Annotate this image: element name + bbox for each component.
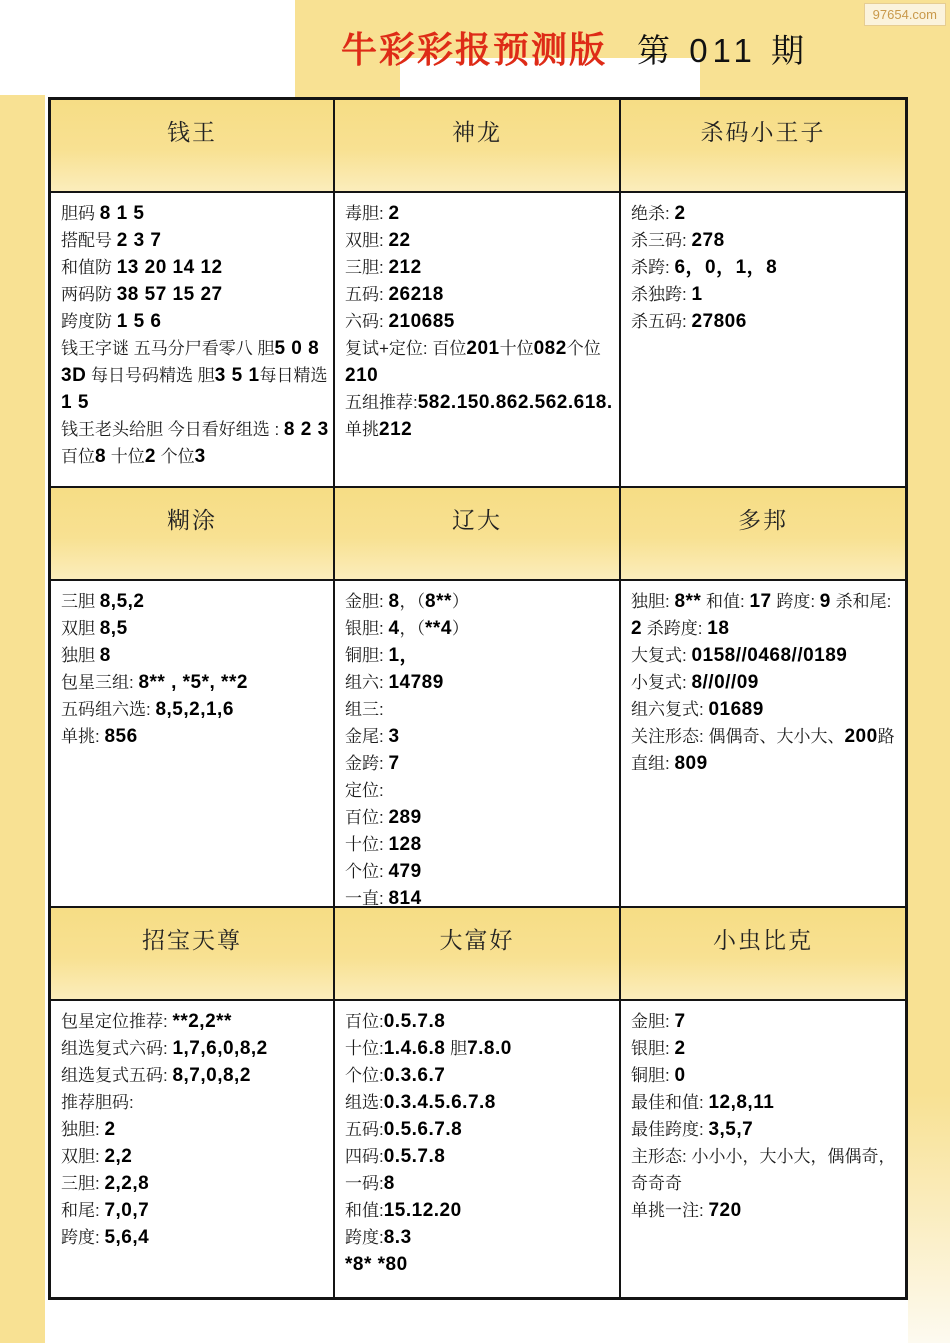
prediction-label: 跨度: <box>61 1228 105 1247</box>
prediction-label: 百位: <box>345 1012 384 1031</box>
prediction-label: 独胆: <box>631 592 675 611</box>
prediction-line <box>61 615 329 642</box>
prediction-label: 小复式: <box>631 673 692 692</box>
prediction-label: 钱王字谜 五马分尸看零八 胆 <box>61 339 275 358</box>
prediction-label: 一直: <box>345 889 389 906</box>
prediction-line <box>61 335 329 362</box>
section-header-liaoda <box>335 488 619 579</box>
prediction-label: 三胆: <box>61 1174 105 1193</box>
prediction-line <box>631 723 901 750</box>
prediction-value: 8,5,2 <box>99 591 145 612</box>
section-body-shama-xiaowangzi <box>621 193 905 486</box>
prediction-value: 3 <box>194 446 206 467</box>
prediction-value: 17 <box>749 591 772 612</box>
prediction-label: 组六复式: <box>631 700 709 719</box>
prediction-value: 8 <box>383 1173 395 1194</box>
prediction-label: 组三: <box>345 700 384 719</box>
section-body-shenlong <box>335 193 619 486</box>
prediction-label: 杀五码: <box>631 312 692 331</box>
prediction-line <box>61 642 329 669</box>
prediction-value: 0.5.7.8 <box>383 1011 446 1032</box>
prediction-line <box>345 804 615 831</box>
prediction-label: 个位: <box>345 1066 384 1085</box>
prediction-label: 胆码 <box>61 204 100 223</box>
prediction-label: 和值防 <box>61 258 117 277</box>
prediction-line <box>61 669 329 696</box>
prediction-line <box>631 669 901 696</box>
section-title: 钱王 <box>167 119 217 145</box>
prediction-label: 铜胆: <box>631 1066 675 1085</box>
prediction-value: 2 <box>674 1038 686 1059</box>
prediction-line <box>345 750 615 777</box>
prediction-line <box>631 1062 901 1089</box>
prediction-label: 胆 <box>445 1039 468 1058</box>
prediction-value: 8** , *5*, **2 <box>138 672 248 693</box>
prediction-value: 3 <box>388 726 400 747</box>
prediction-value: *8* *80 <box>345 1254 408 1275</box>
prediction-line <box>345 308 615 335</box>
prediction-value: 0.3.6.7 <box>383 1065 446 1086</box>
prediction-value: 2 <box>144 446 156 467</box>
section-title: 多邦 <box>738 507 788 533</box>
prediction-value: 479 <box>388 861 422 882</box>
prediction-value: 4 <box>388 618 400 639</box>
section-header-shama-xiaowangzi <box>621 100 905 191</box>
section-header-zhaobao-tianzun <box>51 908 333 999</box>
prediction-label: 个位 <box>566 339 601 358</box>
prediction-line <box>631 1197 901 1224</box>
section-title: 大富好 <box>439 927 515 953</box>
prediction-line <box>345 281 615 308</box>
prediction-line <box>61 254 329 281</box>
prediction-label: 个位 <box>155 447 195 466</box>
section-header-duobang <box>621 488 905 579</box>
prediction-value: 289 <box>388 807 422 828</box>
prediction-line <box>61 1116 329 1143</box>
issue-number: 第 011 期 <box>637 32 809 69</box>
prediction-value: 278 <box>691 230 725 251</box>
prediction-label: 包星三组: <box>61 673 139 692</box>
section-header-shenlong <box>335 100 619 191</box>
prediction-line <box>345 1008 615 1035</box>
prediction-line <box>61 1143 329 1170</box>
prediction-value: 2,2 <box>104 1146 133 1167</box>
prediction-label: 杀和尾: <box>830 592 892 611</box>
prediction-value: 0158//0468//0189 <box>691 645 848 666</box>
prediction-label: 跨度: <box>771 592 820 611</box>
prediction-line <box>61 362 329 416</box>
prediction-line <box>61 1089 329 1116</box>
prediction-value: 2 3 7 <box>116 230 162 251</box>
prediction-line <box>61 227 329 254</box>
prediction-value: 8 <box>388 591 400 612</box>
prediction-line <box>345 615 615 642</box>
prediction-value: 13 20 14 12 <box>116 257 223 278</box>
prediction-line <box>61 1035 329 1062</box>
prediction-value: 5,6,4 <box>104 1227 150 1248</box>
prediction-line <box>631 200 901 227</box>
prediction-line <box>345 1035 615 1062</box>
prediction-value: 2 <box>674 203 686 224</box>
prediction-line <box>61 1008 329 1035</box>
prediction-value: 0.5.7.8 <box>383 1146 446 1167</box>
prediction-value: 7 <box>674 1011 686 1032</box>
prediction-label: 包星定位推荐: <box>61 1012 173 1031</box>
prediction-label: 十位: <box>345 1039 384 1058</box>
prediction-label: 单挑: <box>61 727 105 746</box>
prediction-line <box>631 750 901 777</box>
section-header-xiaochong-bike <box>621 908 905 999</box>
prediction-label: 银胆: <box>345 619 389 638</box>
prediction-label: ，（ <box>399 619 426 638</box>
prediction-label: 独胆: <box>61 1120 105 1139</box>
prediction-value: 14789 <box>388 672 444 693</box>
section-body-duobang <box>621 581 905 906</box>
prediction-value: 18 <box>707 618 730 639</box>
prediction-line <box>345 1062 615 1089</box>
prediction-value: 8,5,2,1,6 <box>155 699 234 720</box>
prediction-value: 12,8,11 <box>708 1092 775 1113</box>
prediction-value: 8.3 <box>383 1227 412 1248</box>
prediction-line <box>345 200 615 227</box>
prediction-label: 双胆: <box>61 1147 105 1166</box>
prediction-line <box>61 1197 329 1224</box>
prediction-value: 2 <box>631 618 643 639</box>
prediction-value: 0.5.6.7.8 <box>383 1119 463 1140</box>
prediction-label: 五组推荐: <box>345 393 418 412</box>
prediction-value: 2 <box>104 1119 116 1140</box>
prediction-value: 0 <box>674 1065 686 1086</box>
prediction-label: 组选: <box>345 1093 384 1112</box>
prediction-label: 主形态: 小小小，大小大，偶偶奇，奇奇奇 <box>631 1147 896 1193</box>
section-body-liaoda <box>335 581 619 906</box>
prediction-line <box>345 777 615 804</box>
prediction-line <box>631 1143 901 1197</box>
prediction-label: 金胆: <box>631 1012 675 1031</box>
prediction-label: 银胆: <box>631 1039 675 1058</box>
prediction-line <box>61 281 329 308</box>
prediction-label: 独胆 <box>61 646 100 665</box>
prediction-line <box>631 1035 901 1062</box>
prediction-line <box>345 254 615 281</box>
prediction-line <box>61 308 329 335</box>
watermark-badge: 97654.com <box>864 3 946 26</box>
prediction-value: 7,0,7 <box>104 1200 150 1221</box>
prediction-label: 百位 <box>61 447 95 466</box>
prediction-line <box>345 1116 615 1143</box>
prediction-label: 杀独跨: <box>631 285 692 304</box>
prediction-value: 3D <box>61 365 87 386</box>
prediction-value: 212 <box>388 257 422 278</box>
prediction-line <box>631 1116 901 1143</box>
prediction-label: 复试+定位: 百位 <box>345 339 467 358</box>
prediction-label: 三胆 <box>61 592 100 611</box>
page-title: 牛彩彩报预测版 <box>341 29 608 70</box>
prediction-value: 856 <box>104 726 138 747</box>
prediction-label: 跨度: <box>345 1228 384 1247</box>
prediction-value: 1， <box>388 645 420 666</box>
prediction-line <box>345 1143 615 1170</box>
prediction-label: 跨度防 <box>61 312 117 331</box>
prediction-label: 十位 <box>499 339 534 358</box>
prediction-line <box>345 723 615 750</box>
prediction-label: 每日精选 <box>259 366 328 385</box>
prediction-value: 1.4.6.8 <box>383 1038 446 1059</box>
prediction-value: 7 <box>388 753 400 774</box>
section-body-qianwang <box>51 193 333 486</box>
prediction-line <box>61 696 329 723</box>
prediction-value: 1,7,6,0,8,2 <box>172 1038 268 1059</box>
prediction-line <box>61 1062 329 1089</box>
section-body-hutu <box>51 581 333 906</box>
prediction-line <box>631 308 901 335</box>
prediction-label: 金尾: <box>345 727 389 746</box>
prediction-label: 四码: <box>345 1147 384 1166</box>
prediction-value: 15.12.20 <box>383 1200 462 1221</box>
prediction-label: 三胆: <box>345 258 389 277</box>
section-header-hutu <box>51 488 333 579</box>
prediction-line <box>61 1224 329 1251</box>
section-body-zhaobao-tianzun <box>51 1001 333 1297</box>
prediction-value: 8//0//09 <box>691 672 759 693</box>
prediction-line <box>61 723 329 750</box>
section-title: 辽大 <box>452 507 502 533</box>
prediction-line <box>345 831 615 858</box>
prediction-line <box>61 588 329 615</box>
prediction-label: 绝杀: <box>631 204 675 223</box>
prediction-value: 5 0 8 <box>274 338 320 359</box>
prediction-value: 7.8.0 <box>467 1038 512 1059</box>
prediction-label: 百位: <box>345 808 389 827</box>
section-title: 小虫比克 <box>713 927 813 953</box>
masthead <box>295 22 855 73</box>
prediction-value: 9 <box>819 591 831 612</box>
prediction-label: 大复式: <box>631 646 692 665</box>
prediction-value: 809 <box>674 753 708 774</box>
prediction-value: 8** <box>425 591 452 612</box>
prediction-line <box>631 642 901 669</box>
prediction-label: 十位: <box>345 835 389 854</box>
prediction-value: 8** <box>674 591 702 612</box>
prediction-label: 铜胆: <box>345 646 389 665</box>
prediction-line <box>345 588 615 615</box>
prediction-label: 和尾: <box>61 1201 105 1220</box>
prediction-label: 推荐胆码: <box>61 1093 134 1112</box>
prediction-line <box>345 1251 615 1278</box>
section-title: 神龙 <box>452 119 502 145</box>
prediction-line <box>345 1197 615 1224</box>
prediction-label: 直组: <box>631 754 675 773</box>
prediction-label: 每日号码精选 胆 <box>86 366 215 385</box>
prediction-value: 38 57 15 27 <box>116 284 223 305</box>
prediction-line <box>631 696 901 723</box>
prediction-value: 8 <box>99 645 111 666</box>
prediction-line <box>631 588 901 642</box>
section-body-dafuhao <box>335 1001 619 1297</box>
prediction-value: 3,5,7 <box>708 1119 754 1140</box>
prediction-value: 27806 <box>691 311 747 332</box>
prediction-value: 720 <box>708 1200 742 1221</box>
prediction-value: 2 <box>388 203 400 224</box>
section-header-dafuhao <box>335 908 619 999</box>
prediction-line <box>345 669 615 696</box>
prediction-label: 五码: <box>345 1120 384 1139</box>
prediction-label: 十位 <box>106 447 145 466</box>
prediction-line <box>345 227 615 254</box>
prediction-label: 双胆: <box>345 231 389 250</box>
prediction-label: 关注形态: 偶偶奇、大小大、 <box>631 727 845 746</box>
prediction-label: ，（ <box>399 592 426 611</box>
prediction-label: 杀三码: <box>631 231 692 250</box>
prediction-label: 单挑一注: <box>631 1201 709 1220</box>
prediction-label: 单挑 <box>345 420 379 439</box>
prediction-line <box>631 1089 901 1116</box>
prediction-label: 五码: <box>345 285 389 304</box>
prediction-line <box>345 1224 615 1251</box>
prediction-value: 1 5 6 <box>116 311 162 332</box>
prediction-value: 582.150.862.562.618. <box>417 392 613 413</box>
prediction-value: **2,2** <box>172 1011 232 1032</box>
prediction-label: 毒胆: <box>345 204 389 223</box>
prediction-line <box>345 389 615 416</box>
prediction-label: 杀跨: <box>631 258 675 277</box>
prediction-line <box>631 254 901 281</box>
prediction-value: 3 5 1 <box>214 365 260 386</box>
prediction-line <box>345 416 615 443</box>
prediction-value: **4 <box>425 618 452 639</box>
prediction-label: 六码: <box>345 312 389 331</box>
prediction-label: 组选复式六码: <box>61 1039 173 1058</box>
left-edge-strip <box>0 95 45 1343</box>
prediction-value: 210685 <box>388 311 455 332</box>
prediction-line <box>345 642 615 669</box>
prediction-value: 200 <box>844 726 878 747</box>
prediction-label: 两码防 <box>61 285 117 304</box>
prediction-value: 0.3.4.5.6.7.8 <box>383 1092 496 1113</box>
prediction-line <box>61 1170 329 1197</box>
prediction-label: 路 <box>877 727 895 746</box>
prediction-value: 210 <box>345 365 379 386</box>
prediction-label: 组选复式五码: <box>61 1066 173 1085</box>
prediction-value: 26218 <box>388 284 444 305</box>
section-body-xiaochong-bike <box>621 1001 905 1297</box>
prediction-value: 8 2 3 <box>283 419 329 440</box>
prediction-value: 8,5 <box>99 618 128 639</box>
prediction-line <box>631 1008 901 1035</box>
prediction-line <box>61 200 329 227</box>
section-title: 糊涂 <box>167 507 217 533</box>
prediction-value: 22 <box>388 230 411 251</box>
prediction-value: 8 <box>95 446 107 467</box>
prediction-label: ） <box>451 619 469 638</box>
prediction-label: 定位: <box>345 781 384 800</box>
section-header-qianwang <box>51 100 333 191</box>
prediction-label: 钱王老头给胆 今日看好组选 : <box>61 420 284 439</box>
prediction-value: 8 1 5 <box>99 203 145 224</box>
prediction-label: 和值: <box>345 1201 384 1220</box>
right-edge-strip <box>908 95 950 1343</box>
prediction-line <box>631 281 901 308</box>
prediction-value: 1 5 <box>61 392 89 413</box>
prediction-value: 201 <box>466 338 500 359</box>
prediction-value: 128 <box>388 834 422 855</box>
prediction-label: 组六: <box>345 673 389 692</box>
prediction-line <box>345 696 615 723</box>
prediction-value: 1 <box>691 284 703 305</box>
prediction-value: 212 <box>379 419 413 440</box>
prediction-line <box>631 227 901 254</box>
prediction-label: 个位: <box>345 862 389 881</box>
prediction-line <box>345 1170 615 1197</box>
prediction-value: 082 <box>533 338 567 359</box>
section-title: 招宝天尊 <box>142 927 242 953</box>
prediction-label: 双胆 <box>61 619 100 638</box>
prediction-label: 最佳和值: <box>631 1093 709 1112</box>
prediction-label: 五码组六选: <box>61 700 156 719</box>
prediction-value: 8,7,0,8,2 <box>172 1065 251 1086</box>
prediction-value: 2,2,8 <box>104 1173 150 1194</box>
prediction-value: 6，0，1，8 <box>674 257 778 278</box>
prediction-line <box>345 1089 615 1116</box>
prediction-label: 一码: <box>345 1174 384 1193</box>
prediction-label: 搭配号 <box>61 231 117 250</box>
section-title: 杀码小王子 <box>700 119 826 145</box>
prediction-value: 01689 <box>708 699 764 720</box>
prediction-label: ） <box>451 592 469 611</box>
prediction-label: 杀跨度: <box>642 619 708 638</box>
prediction-line <box>61 416 329 470</box>
prediction-label: 最佳跨度: <box>631 1120 709 1139</box>
prediction-line <box>345 335 615 389</box>
prediction-label: 和值: <box>701 592 750 611</box>
prediction-label: 金跨: <box>345 754 389 773</box>
prediction-line <box>345 885 615 906</box>
prediction-value: 814 <box>388 888 422 906</box>
prediction-table <box>48 97 908 1300</box>
prediction-label: 金胆: <box>345 592 389 611</box>
prediction-line <box>345 858 615 885</box>
